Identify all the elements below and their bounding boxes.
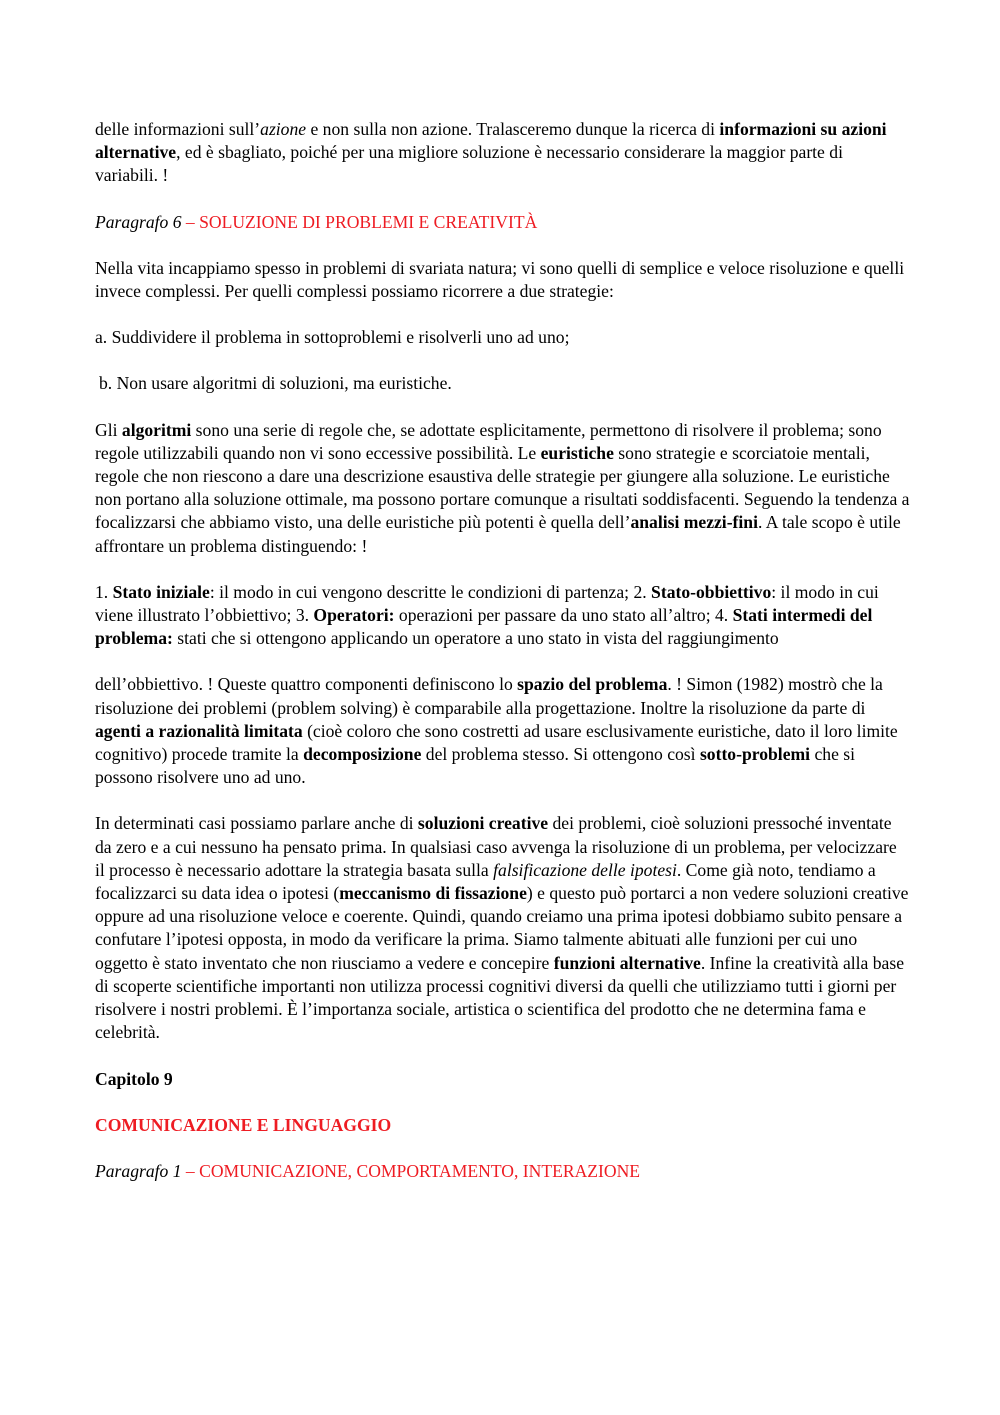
bold-term: spazio del problema (517, 674, 668, 695)
text-run: delle informazioni sull’ (95, 119, 261, 139)
bold-term: Stato-obbiettivo (651, 581, 772, 602)
text-run: 1. (95, 581, 113, 602)
text-run: ) e questo può portarci a non vedere soluzioni creative oppure ad una risoluzione veloce e coerente. Quindi, quando creiamo una prima ipotesi dobbiamo subito pensare a confutare l’ipotesi opposta, in modo da verificare la prima. Siamo talmente abituati alle funzioni per cui uno oggetto è stato inventato che non riusciamo a vedere e concepire (95, 883, 909, 973)
italic-term: falsificazione delle ipotesi (493, 859, 677, 880)
text-run: sono strategie e scorciatoie mentali, regole che non riescono a dare una descrizione esaustiva delle strategie per giungere alla soluzione. Le euristiche non portano alla soluzione ottimale, ma possono portare comunque a risultati soddisfacenti. Seguendo la tendenza a focalizzarsi che abbiamo visto, una delle euristiche più potenti è quella dell’ (95, 442, 910, 533)
bold-term: analisi mezzi-fini (630, 512, 758, 533)
text-run: operazioni per passare da uno stato all’altro; 4. (394, 605, 733, 626)
bold-term: Stati intermedi del problema: (95, 605, 873, 649)
text-run: . Come già noto, tendiamo a focalizzarci su data idea o ipotesi ( (95, 859, 876, 904)
text-run: In determinati casi possiamo parlare anche di (95, 813, 418, 834)
text-run: dei problemi, cioè soluzioni pressoché inventate da zero e a cui nessuno ha pensato prima. In qualsiasi caso avvenga la risoluzione di un problema, per velocizzare il processo è necessario adottare la strategia basata sulla (95, 813, 897, 880)
text-run: : il modo in cui vengono descritte le condizioni di partenza; 2. (209, 581, 652, 602)
bold-term: Operatori: (313, 605, 395, 626)
list-item-a: a. Suddividere il problema in sottoproblemi e risolverli uno ad uno; (95, 327, 570, 348)
chapter-title-text: COMUNICAZIONE E LINGUAGGIO (95, 1114, 392, 1135)
section-heading-paragrafo-1 (95, 1160, 910, 1183)
bold-term: meccanismo di fissazione (339, 883, 527, 904)
text-run: e non sulla non azione. Tralasceremo dunque la ricerca di (306, 119, 720, 139)
bold-term: agenti a razionalità limitata (95, 720, 303, 741)
heading-dash: – (181, 1160, 200, 1181)
document-body (95, 118, 910, 1183)
text-run: . ! Simon (1982) mostrò che la risoluzione dei problemi (problem solving) è comparabile alla progettazione. Inoltre la risoluzione da parte di (95, 674, 883, 718)
paragraph-title: COMUNICAZIONE, COMPORTAMENTO, INTERAZIONE (199, 1160, 641, 1181)
bold-term: soluzioni creative (417, 813, 549, 834)
text-run: , ed è sbagliato, poiché per una migliore soluzione è necessario considerare la maggior parte di variabili. ! (95, 142, 843, 186)
heading-dash: – (181, 211, 200, 232)
text-run: dell’obbiettivo. ! Queste quattro componenti definiscono lo (95, 674, 518, 695)
paragraph-problems: Nella vita incappiamo spesso in problemi di svariata natura; vi sono quelli di semplice e veloce risoluzione e quelli invece complessi. Per quelli complessi possiamo ricorrere a due strategie: (95, 257, 905, 302)
text-run: Gli (95, 419, 122, 440)
paragraph-problem-space (95, 673, 910, 789)
text-run: . Infine la creatività alla base di scoperte scientifiche importanti non utilizza processi cognitivi diversi da quelli che utilizziamo tutti i giorni per risolvere i nostri problemi. È l’importanza sociale, artistica o scientifica del prodotto che ne determina fama e celebrità. (95, 952, 905, 1043)
bold-term: sotto-problemi (699, 744, 811, 765)
paragraph-states (95, 581, 910, 651)
list-item-b: b. Non usare algoritmi di soluzioni, ma euristiche. (99, 373, 452, 394)
bold-term: informazioni su azioni alternative (95, 119, 887, 163)
text-run: stati che si ottengono applicando un operatore a uno stato in vista del raggiungimento (172, 628, 779, 649)
section-heading-paragrafo-6 (95, 211, 910, 234)
chapter-title (95, 1114, 910, 1137)
bold-term: decomposizione (303, 744, 422, 765)
paragraph-intro (95, 118, 910, 188)
bold-term: algoritmi (121, 419, 192, 440)
italic-term: azione (260, 119, 307, 139)
text-run: del problema stesso. Si ottengono così (421, 744, 700, 765)
paragraph-algorithms (95, 419, 910, 558)
chapter-label (95, 1068, 910, 1091)
paragraph-label: Paragrafo 1 (95, 1160, 182, 1181)
paragraph-creativity (95, 812, 910, 1044)
text-run: : il modo in cui viene illustrato l’obbiettivo; 3. (95, 581, 879, 626)
text-run: (cioè coloro che sono costretti ad usare esclusivamente euristiche, dato il loro limite cognitivo) procede tramite la (95, 720, 898, 765)
text-run: che si possono risolvere uno ad uno. (95, 744, 856, 788)
chapter-number: Capitolo 9 (95, 1068, 173, 1089)
paragraph-title: SOLUZIONE DI PROBLEMI E CREATIVITÀ (199, 211, 538, 232)
text-run: . A tale scopo è utile affrontare un problema distinguendo: ! (95, 512, 901, 556)
bold-term: Stato iniziale (112, 581, 210, 602)
bold-term: euristiche (540, 442, 614, 463)
bold-term: funzioni alternative (553, 952, 701, 973)
text-run: sono una serie di regole che, se adottate esplicitamente, permettono di risolvere il problema; sono regole utilizzabili quando non vi sono eccessive possibilità. Le (95, 419, 882, 463)
paragraph-label: Paragrafo 6 (95, 211, 182, 232)
